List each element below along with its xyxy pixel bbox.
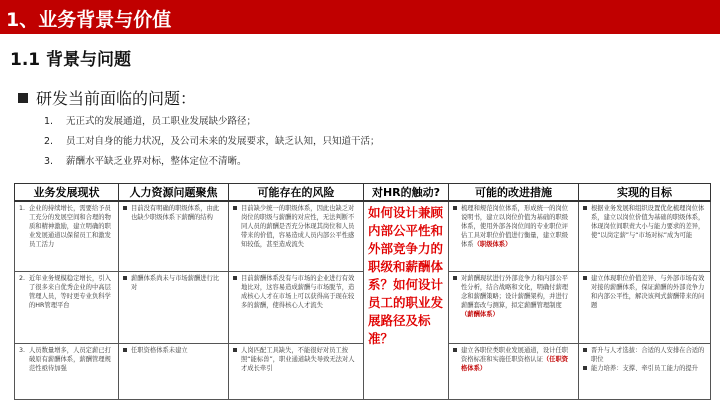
header-goals: 实现的目标: [579, 184, 711, 202]
header-business-status: 业务发展现状: [15, 184, 119, 202]
header-measures: 可能的改进措施: [449, 184, 579, 202]
table-row: [15, 271, 711, 343]
business-cell: 2. 近年业务规模稳定增长，引入了很多来自优秀企业的中高层管理人员，等时更专业负科学的HR管理平台: [15, 271, 119, 343]
list-item: 1. 无正式的发展通道，员工职业发展缺少路径；: [44, 116, 257, 127]
list-item: 3. 薪酬水平缺乏业界对标，整体定位不清晰。: [44, 156, 247, 167]
header-hr-focus: 人力资源问题聚焦: [119, 184, 229, 202]
intro-text: 研发当前面临的问题：: [36, 89, 197, 108]
section-subtitle: 1.1 背景与问题: [10, 50, 132, 70]
list-item: 2. 员工对自身的能力状况，及公司未来的发展要求，缺乏认知，只知道干活；: [44, 136, 380, 147]
header-hr-impact: 对HR的触动?: [364, 184, 449, 202]
intro-line: [18, 86, 196, 109]
hr-question-cell: [364, 201, 449, 400]
square-bullet-icon: [18, 93, 28, 103]
table-header-row: [15, 184, 711, 202]
title-bar: [0, 0, 720, 34]
hr-focus-cell: 薪酬体系尚未与市场薪酬进行比对: [119, 271, 229, 343]
business-cell: 3. 人员数量增多，人员定薪已打破原有薪酬体系，薪酬管理规范性亟待加强: [15, 343, 119, 399]
risk-cell: 人岗匹配工具缺失，不能很好对员工按照“能标兽”，职业通道缺失导致无法对人才成长牵引: [229, 343, 364, 399]
goal-cell: 根据业务发展和组织设置优化梳理岗位体系，建立以岗位价值为基础的职级体系，体现岗位间职责大小与能力要求的差异，使“以岗定薪”与“市场对标”成为可能: [579, 201, 711, 271]
measure-cell: 梳理和规范岗位体系，形成统一的岗位说明书，建立以岗位价值为基础的职级体系，使用外部各岗位间的专业职位评估工具对职位价值进行衡量，建立职级体系（职级体系）: [449, 201, 579, 271]
measure-cell: 对薪酬现状进行外部竞争力和内部公平性分析，结合战略和文化，明确付薪理念和薪酬策略；设计薪酬架构，并进行薪酬套改与测算，拟定薪酬管理制度（薪酬体系）: [449, 271, 579, 343]
measure-cell: 建立各职位类职业发展通道，设计任职资格标准和实施任职资格认证（任职资格体系）: [449, 343, 579, 399]
goal-cell: 建立体现职位价值差异、与外部市场有效对接的薪酬体系，保证薪酬的外部竞争力和内部公平性，解决该判式薪酬带来的问题: [579, 271, 711, 343]
table-row: [15, 201, 711, 271]
analysis-table: [14, 183, 711, 400]
risk-cell: 目前缺少统一的职级体系，因此也缺乏对岗位的职级与薪酬的对应性，无法判断不同人员的薪酬是否充分体现其岗位和人员带来的价值，容易造成人员内部公平性感知较低，甚至造成流失: [229, 201, 364, 271]
business-cell: 1. 企业的持续增长，需要给予员工充分的发展空间和合理的物质和精神激励，建立明确的职业发展通道以保留员工和激发员工活力: [15, 201, 119, 271]
header-risks: 可能存在的风险: [229, 184, 364, 202]
goal-cell: 晋升与人才选拔：合适的人安排在合适的职位 能力培养：支撑、牵引员工能力的提升: [579, 343, 711, 399]
hr-focus-cell: 目前没有明确的职级体系，由此也缺少职级体系下薪酬的结构: [119, 201, 229, 271]
table-row: [15, 343, 711, 399]
problem-list: [44, 112, 380, 172]
page-title: 1、业务背景与价值: [6, 9, 172, 31]
hr-focus-cell: 任职资格体系未建立: [119, 343, 229, 399]
risk-cell: 目前薪酬体系没有与市场的企业进行有效地比对，这容易造成薪酬与市场脱节，造成核心人才在市场上可以获得高于现在较多的薪酬，使得核心人才流失: [229, 271, 364, 343]
hr-question-text: 如何设计兼顾内部公平性和外部竞争力的职级和薪酬体系？如何设计员工的职业发展路径及标准？: [368, 205, 444, 346]
